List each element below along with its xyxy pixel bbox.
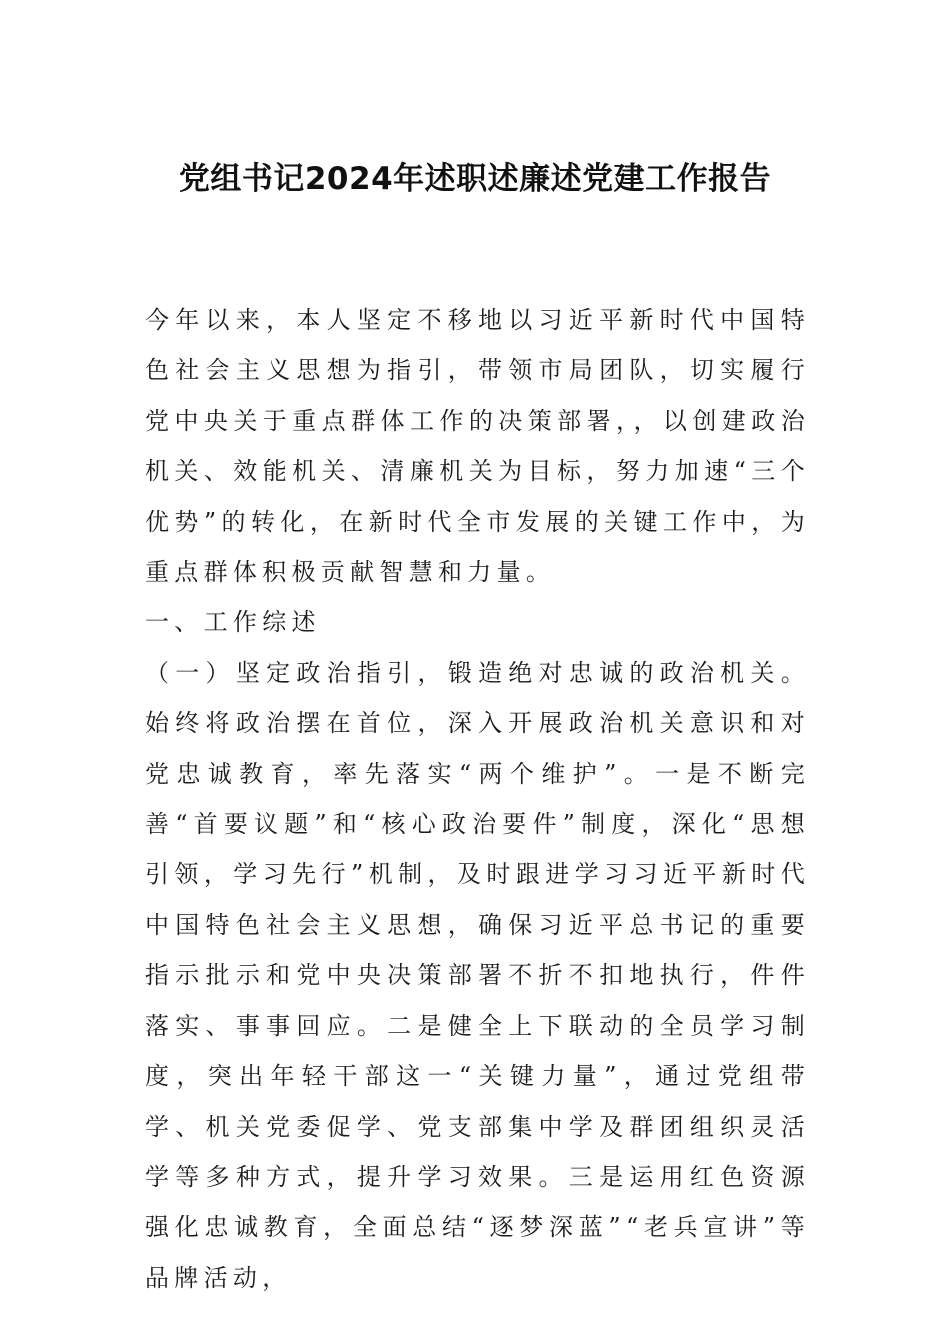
section-paragraph: （一）坚定政治指引，锻造绝对忠诚的政治机关。始终将政治摆在首位，深入开展政治机关意识和对党忠诚教育，率先落实“两个维护”。一是不断完善“首要议题”和“核心政治要件”制度，深化“思想引领，学习先行”机制，及时跟进学习习近平新时代中国特色社会主义思想，确保习近平总书记的重要指示批示和党中央决策部署不折不扣地执行，件件落实、事事回应。二是健全上下联动的全员学习制度，突出年轻干部这一“关键力量”，通过党组带学、机关党委促学、党支部集中学及群团组织灵活学等多种方式，提升学习效果。三是运用红色资源强化忠诚教育，全面总结“逐梦深蓝”“老兵宣讲”等品牌活动， [145,658,810,1292]
intro-paragraph: 今年以来，本人坚定不移地以习近平新时代中国特色社会主义思想为指引，带领市局团队，切实履行党中央关于重点群体工作的决策部署，，以创建政治机关、效能机关、清廉机关为目标，努力加速“三个优势”的转化，在新时代全市发展的关键工作中，为重点群体积极贡献智慧和力量。 [145,306,810,587]
document-body [145,295,810,1303]
section-heading: 一、工作综述 [145,608,321,637]
document-title: 党组书记2024年述职述廉述党建工作报告 [178,161,772,197]
